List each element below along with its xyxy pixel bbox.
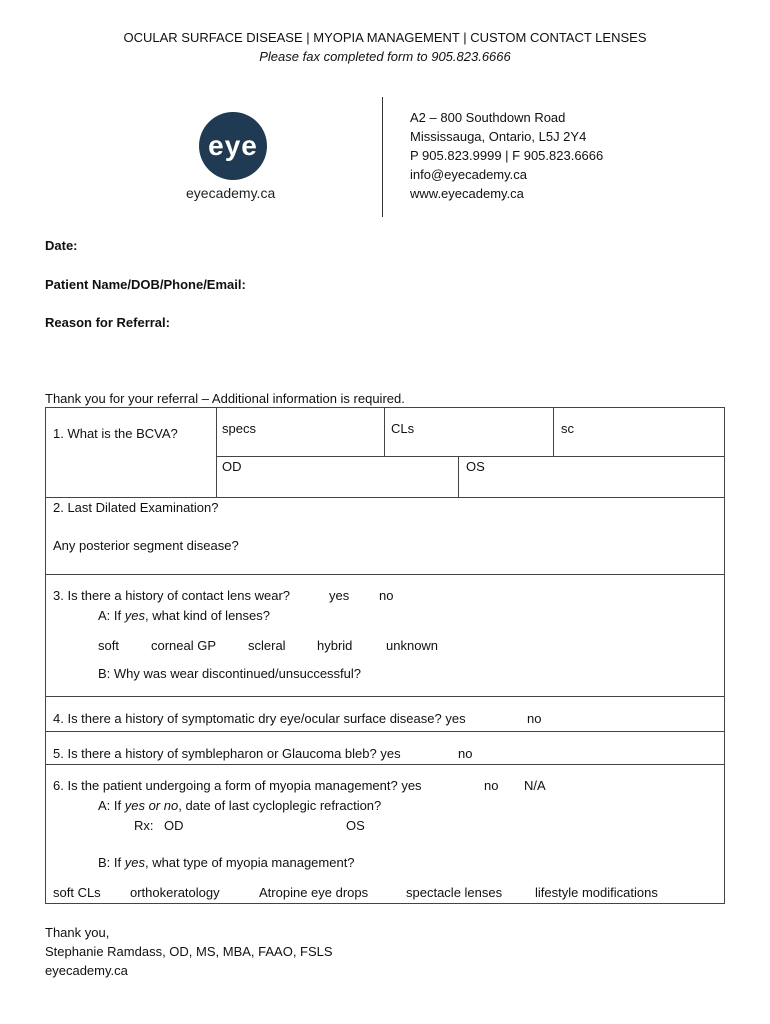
q1-label: 1. What is the BCVA? [53, 426, 178, 441]
q6-a-suffix: , date of last cycloplegic refraction? [178, 798, 382, 813]
q6-b-em: yes [124, 855, 145, 870]
q2-label: 2. Last Dilated Examination? [53, 500, 219, 515]
closing-thanks: Thank you, [45, 925, 110, 940]
os-label: OS [466, 459, 485, 474]
intro-text: Thank you for your referral – Additional information is required. [45, 391, 405, 406]
lens-option: corneal GP [151, 638, 217, 653]
reason-label: Reason for Referral: [45, 315, 170, 330]
closing-signer: Stephanie Ramdass, OD, MS, MBA, FAAO, FSLS [45, 944, 333, 959]
myopia-option: orthokeratology [130, 885, 220, 900]
eyecademy-logo [199, 112, 267, 180]
lens-option: unknown [386, 638, 439, 653]
address-line: A2 – 800 Southdown Road [410, 110, 566, 125]
row-divider [45, 731, 725, 732]
row-divider [45, 696, 725, 697]
q2-sub: Any posterior segment disease? [53, 538, 239, 553]
q6-b [98, 855, 355, 870]
email-line: info@eyecademy.ca [410, 167, 528, 182]
lens-option: scleral [248, 638, 286, 653]
od-label: OD [222, 459, 242, 474]
q6-label: 6. Is the patient undergoing a form of myopia management? yes [53, 778, 422, 793]
cls-label: CLs [391, 421, 415, 436]
q3-a-prefix: A: If [98, 608, 125, 623]
q3-a [98, 608, 270, 623]
q1-divider [216, 407, 217, 497]
sc-label: sc [561, 421, 574, 436]
q6-a-prefix: A: If [98, 798, 125, 813]
q3-yes: yes [329, 588, 350, 603]
q5-label: 5. Is there a history of symblepharon or Glaucoma bleb? yes [53, 746, 401, 761]
q3-b: B: Why was wear discontinued/unsuccessful? [98, 666, 362, 681]
myopia-option: soft CLs [53, 885, 101, 900]
q6-no: no [484, 778, 499, 793]
rx-label: Rx: [134, 818, 154, 833]
q4-no: no [527, 711, 542, 726]
myopia-option: lifestyle modifications [535, 885, 658, 900]
q5-no: no [458, 746, 473, 761]
q6-b-suffix: , what type of myopia management? [144, 855, 355, 870]
q3-a-em: yes [124, 608, 145, 623]
rx-os: OS [346, 818, 365, 833]
logo-mark: eye [208, 130, 258, 161]
header-divider [382, 97, 383, 217]
q1-divider [458, 456, 459, 497]
myopia-option: spectacle lenses [406, 885, 503, 900]
myopia-option: Atropine eye drops [259, 885, 369, 900]
q1-divider [553, 407, 554, 456]
phone-fax-line: P 905.823.9999 | F 905.823.6666 [410, 148, 604, 163]
row-divider [45, 764, 725, 765]
closing-site: eyecademy.ca [45, 963, 128, 978]
q6-b-prefix: B: If [98, 855, 125, 870]
logo-caption: eyecademy.ca [186, 185, 276, 201]
patient-label: Patient Name/DOB/Phone/Email: [45, 277, 246, 292]
q3-label: 3. Is there a history of contact lens wear? [53, 588, 291, 603]
q1-divider [216, 456, 725, 457]
rx-od: OD [164, 818, 184, 833]
lens-option: hybrid [317, 638, 353, 653]
q6-na: N/A [524, 778, 546, 793]
q1-divider [384, 407, 385, 456]
website-line: www.eyecademy.ca [410, 186, 524, 201]
q6-a-em: yes or no [124, 798, 179, 813]
row-divider [45, 574, 725, 575]
q3-a-suffix: , what kind of lenses? [144, 608, 270, 623]
header-subtitle: Please fax completed form to 905.823.6666 [259, 49, 511, 64]
header-title: OCULAR SURFACE DISEASE | MYOPIA MANAGEMENT | CUSTOM CONTACT LENSES [123, 30, 647, 45]
date-label: Date: [45, 238, 78, 253]
q6-a [98, 798, 381, 813]
lens-option: soft [98, 638, 119, 653]
q3-no: no [379, 588, 394, 603]
q4-label: 4. Is there a history of symptomatic dry eye/ocular surface disease? yes [53, 711, 466, 726]
address-line: Mississauga, Ontario, L5J 2Y4 [410, 129, 587, 144]
row-divider [45, 497, 725, 498]
specs-label: specs [222, 421, 256, 436]
